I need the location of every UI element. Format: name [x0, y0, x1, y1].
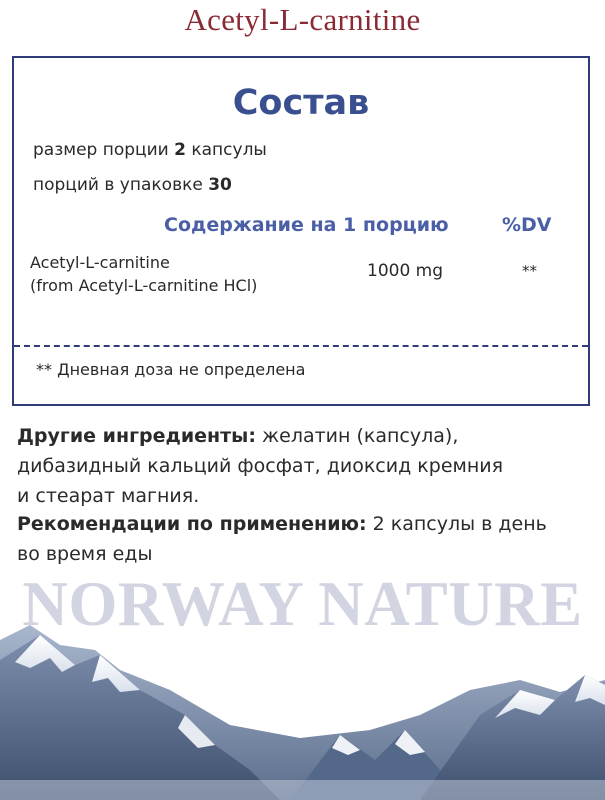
- other-ingredients-text1: желатин (капсула),: [255, 425, 459, 447]
- ingredient-amount: 1000 mg: [367, 261, 444, 281]
- dv-column-header: %DV: [502, 214, 552, 236]
- other-ingredients-label: Другие ингредиенты:: [17, 425, 256, 447]
- supplement-facts-box: [12, 56, 590, 406]
- facts-heading: Состав: [232, 83, 370, 123]
- other-ingredients-text2: дибазидный кальций фосфат, диоксид кремния: [17, 455, 504, 477]
- usage-text2: во время еды: [17, 543, 153, 565]
- servings-per-container-line: [33, 175, 232, 195]
- serving-size-value: 2: [174, 140, 186, 160]
- ingredient-name-line2: (from Acetyl-L-carnitine HCl): [30, 276, 258, 295]
- other-ingredients: [17, 421, 592, 511]
- product-title: Acetyl-L-carnitine: [184, 2, 421, 37]
- ingredient-dv: **: [522, 262, 537, 280]
- amount-column-header: Содержание на 1 порцию: [164, 214, 449, 236]
- usage-text1: 2 капсулы в день: [366, 513, 547, 535]
- usage-recommendations: [17, 509, 592, 569]
- serving-size-label: размер порции: [33, 140, 169, 160]
- ingredient-name-line1: Acetyl-L-carnitine: [30, 253, 170, 272]
- mountains-illustration: [0, 620, 605, 800]
- serving-size-line: [33, 140, 267, 160]
- ingredient-name: [30, 251, 257, 297]
- brand-wordmark: NORWAY NATURE: [22, 569, 583, 639]
- serving-size-unit: капсулы: [191, 140, 267, 160]
- servings-value: 30: [208, 175, 232, 195]
- footnote: ** Дневная доза не определена: [36, 360, 306, 379]
- servings-label: порций в упаковке: [33, 175, 203, 195]
- other-ingredients-text3: и стеарат магния.: [17, 485, 200, 507]
- usage-label: Рекомендации по применению:: [17, 513, 367, 535]
- dashed-divider: [14, 345, 588, 347]
